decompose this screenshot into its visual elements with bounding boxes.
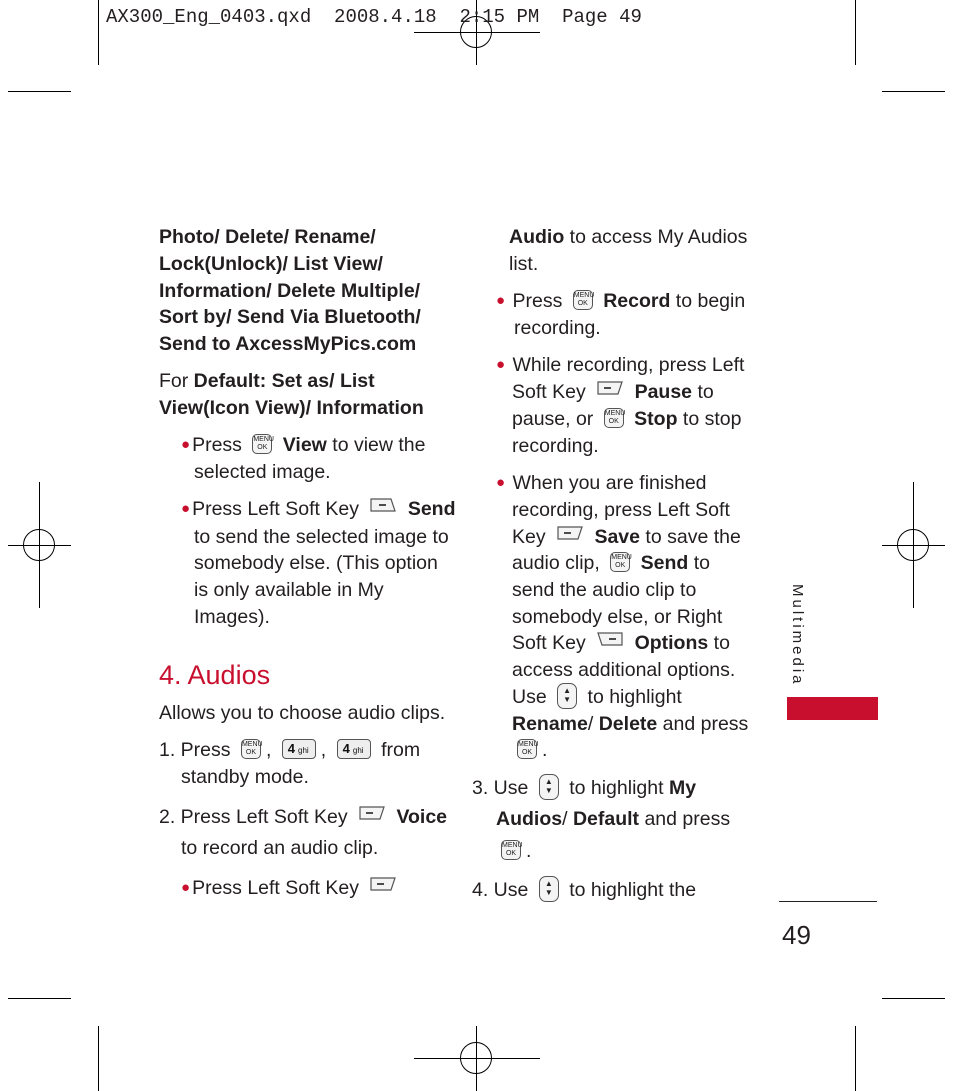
menu-ok-key-icon: MENU OK	[604, 408, 624, 428]
bullet-send-line: is only available in My	[194, 579, 384, 601]
text: Press	[512, 290, 563, 312]
menu-options-line: Send to AxcessMyPics.com	[159, 333, 417, 355]
my-label: My	[668, 777, 697, 799]
text: Press	[192, 434, 242, 456]
bullet-record	[496, 288, 745, 316]
bullet-dot: ●	[496, 474, 506, 491]
for-word: For	[159, 370, 189, 392]
menu-ok-key-icon: MENU OK	[610, 552, 630, 572]
text: Key	[512, 526, 546, 548]
bullet-dot: ●	[181, 879, 191, 896]
bullet-dot: ●	[496, 356, 506, 373]
text: 3. Use	[472, 777, 529, 799]
crop-mark	[8, 91, 71, 92]
bullet-finished-line	[512, 550, 710, 576]
text: to access My Audios	[569, 226, 748, 248]
send-label: Send	[640, 552, 689, 574]
pause-label: Pause	[634, 381, 693, 403]
bullet-view-line-2: selected image.	[194, 461, 331, 483]
text: and press	[644, 808, 731, 830]
bullet-record-line-2: recording.	[514, 317, 601, 339]
stop-label: Stop	[634, 408, 678, 430]
left-soft-key-icon	[369, 874, 397, 900]
key-4-icon: 4 ghi	[282, 739, 316, 759]
for-default-options: Default: Set as/ List	[193, 370, 375, 392]
registration-mark	[23, 529, 55, 561]
voice-label: Voice	[396, 806, 448, 828]
comma: ,	[265, 739, 272, 761]
save-label: Save	[594, 526, 640, 548]
bullet-send-line: Images).	[194, 606, 270, 628]
bullet-finished-line: somebody else, or Right	[512, 606, 723, 628]
crop-mark	[882, 91, 945, 92]
navigation-key-icon: ▲ ▼	[557, 683, 577, 709]
text: Soft Key	[512, 632, 586, 654]
registration-mark	[897, 529, 929, 561]
step-1-line-2: standby mode.	[181, 766, 309, 788]
print-slug: AX300_Eng_0403.qxd 2008.4.18 2:15 PM Page 49	[106, 6, 642, 28]
menu-ok-key-icon: MENU OK	[241, 739, 261, 759]
left-soft-key-icon	[596, 378, 624, 404]
crop-mark	[98, 0, 99, 65]
section-title: 4. Audios	[159, 660, 271, 690]
for-default-line-2: View(Icon View)/ Information	[159, 397, 424, 419]
bullet-finished-line	[512, 524, 741, 551]
text: 2. Press Left Soft Key	[159, 806, 348, 828]
text: to	[693, 552, 711, 574]
bullet-send-line: to send the selected image to	[194, 526, 449, 548]
text: to save the	[645, 526, 741, 548]
crop-mark	[882, 998, 945, 999]
bullet-finished-line: recording, press Left Soft	[512, 499, 730, 521]
step-3	[472, 775, 696, 802]
bullet-finished-line: Rename/ Delete and press	[512, 713, 749, 735]
text: When you are finished	[512, 472, 707, 494]
bullet-finished-line	[512, 630, 730, 657]
bullet-dot: ●	[181, 436, 191, 453]
text: Soft Key	[512, 381, 586, 403]
rename-label: Rename	[512, 713, 588, 735]
text: While recording, press Left	[512, 354, 745, 376]
text: audio clip,	[512, 552, 600, 574]
audios-label: Audios	[496, 808, 563, 830]
options-label: Options	[634, 632, 709, 654]
left-soft-key-icon	[369, 495, 397, 521]
text: to highlight	[569, 777, 664, 799]
bullet-finished-line: send the audio clip to	[512, 579, 697, 601]
bullet-send	[181, 496, 456, 524]
text: to	[697, 381, 714, 403]
menu-ok-key-icon: MENU OK	[501, 840, 521, 860]
menu-ok-key-icon: MENU OK	[517, 739, 537, 759]
step-2	[159, 804, 447, 831]
footer-rule	[779, 901, 877, 902]
page-number: 49	[782, 920, 811, 950]
record-label: Record	[603, 290, 671, 312]
step-2-line-2: to record an audio clip.	[181, 837, 379, 859]
left-soft-key-icon	[358, 803, 386, 829]
continued-line	[509, 224, 747, 250]
bullet-finished	[496, 470, 707, 498]
navigation-key-icon: ▲ ▼	[539, 876, 559, 902]
bullet-pause	[496, 352, 744, 380]
crop-mark	[8, 998, 71, 999]
bullet-dot: ●	[181, 500, 191, 517]
text: from	[381, 739, 421, 761]
text: to highlight the	[569, 879, 697, 901]
bullet-pause-line-3	[512, 406, 741, 432]
text: to highlight	[587, 686, 682, 708]
step-3-line-3: MENU OK .	[502, 840, 532, 862]
right-column	[472, 224, 762, 904]
menu-ok-key-icon: MENU OK	[252, 434, 272, 454]
send-label: Send	[407, 498, 456, 520]
menu-options-line: Lock(Unlock)/ List View/	[159, 253, 383, 275]
right-soft-key-icon	[596, 629, 624, 655]
bullet-pause-line-2	[512, 379, 714, 406]
bullet-dot: ●	[496, 292, 506, 309]
text: Press Left Soft Key	[192, 877, 359, 899]
left-soft-key-icon	[556, 523, 584, 549]
bullet-left-soft	[181, 875, 402, 903]
text: to	[713, 632, 730, 654]
text: 4. Use	[472, 879, 529, 901]
text: to stop	[682, 408, 742, 430]
bullet-pause-line-4: recording.	[512, 435, 599, 457]
step-3-line-2: Audios/ Default and press	[496, 808, 731, 830]
bullet-send-line: somebody else. (This option	[194, 552, 438, 574]
bullet-view	[181, 432, 426, 460]
menu-options-line: Information/ Delete Multiple/	[159, 280, 421, 302]
side-tab-bar	[787, 697, 878, 720]
menu-options-line: Sort by/ Send Via Bluetooth/	[159, 306, 421, 328]
section-intro: Allows you to choose audio clips.	[159, 702, 446, 724]
text: Press Left Soft Key	[192, 498, 359, 520]
menu-ok-key-icon: MENU OK	[573, 290, 593, 310]
bullet-finished-line: MENU OK .	[518, 739, 548, 761]
bullet-finished-line	[512, 684, 682, 711]
crop-mark	[855, 0, 856, 65]
registration-mark	[460, 1042, 492, 1074]
text: Use	[512, 686, 547, 708]
comma: ,	[320, 739, 327, 761]
crop-mark	[855, 1026, 856, 1091]
text: to view the	[332, 434, 426, 456]
continued-line-2: list.	[509, 253, 539, 275]
text: and press	[662, 713, 749, 735]
text: 1. Press	[159, 739, 231, 761]
view-label: View	[282, 434, 327, 456]
delete-label: Delete	[598, 713, 658, 735]
for-default-line	[159, 368, 375, 394]
left-column	[159, 224, 456, 904]
navigation-key-icon: ▲ ▼	[539, 774, 559, 800]
default-label: Default	[572, 808, 640, 830]
menu-options-line: Photo/ Delete/ Rename/	[159, 226, 376, 248]
key-4-icon: 4 ghi	[337, 739, 371, 759]
side-tab-label: Multimedia	[789, 584, 806, 687]
text: to begin	[675, 290, 746, 312]
step-4	[472, 877, 696, 904]
audio-label: Audio	[509, 226, 565, 248]
crop-mark	[98, 1026, 99, 1091]
text: pause, or	[512, 408, 594, 430]
bullet-finished-line: access additional options.	[512, 659, 736, 681]
step-1	[159, 737, 420, 763]
